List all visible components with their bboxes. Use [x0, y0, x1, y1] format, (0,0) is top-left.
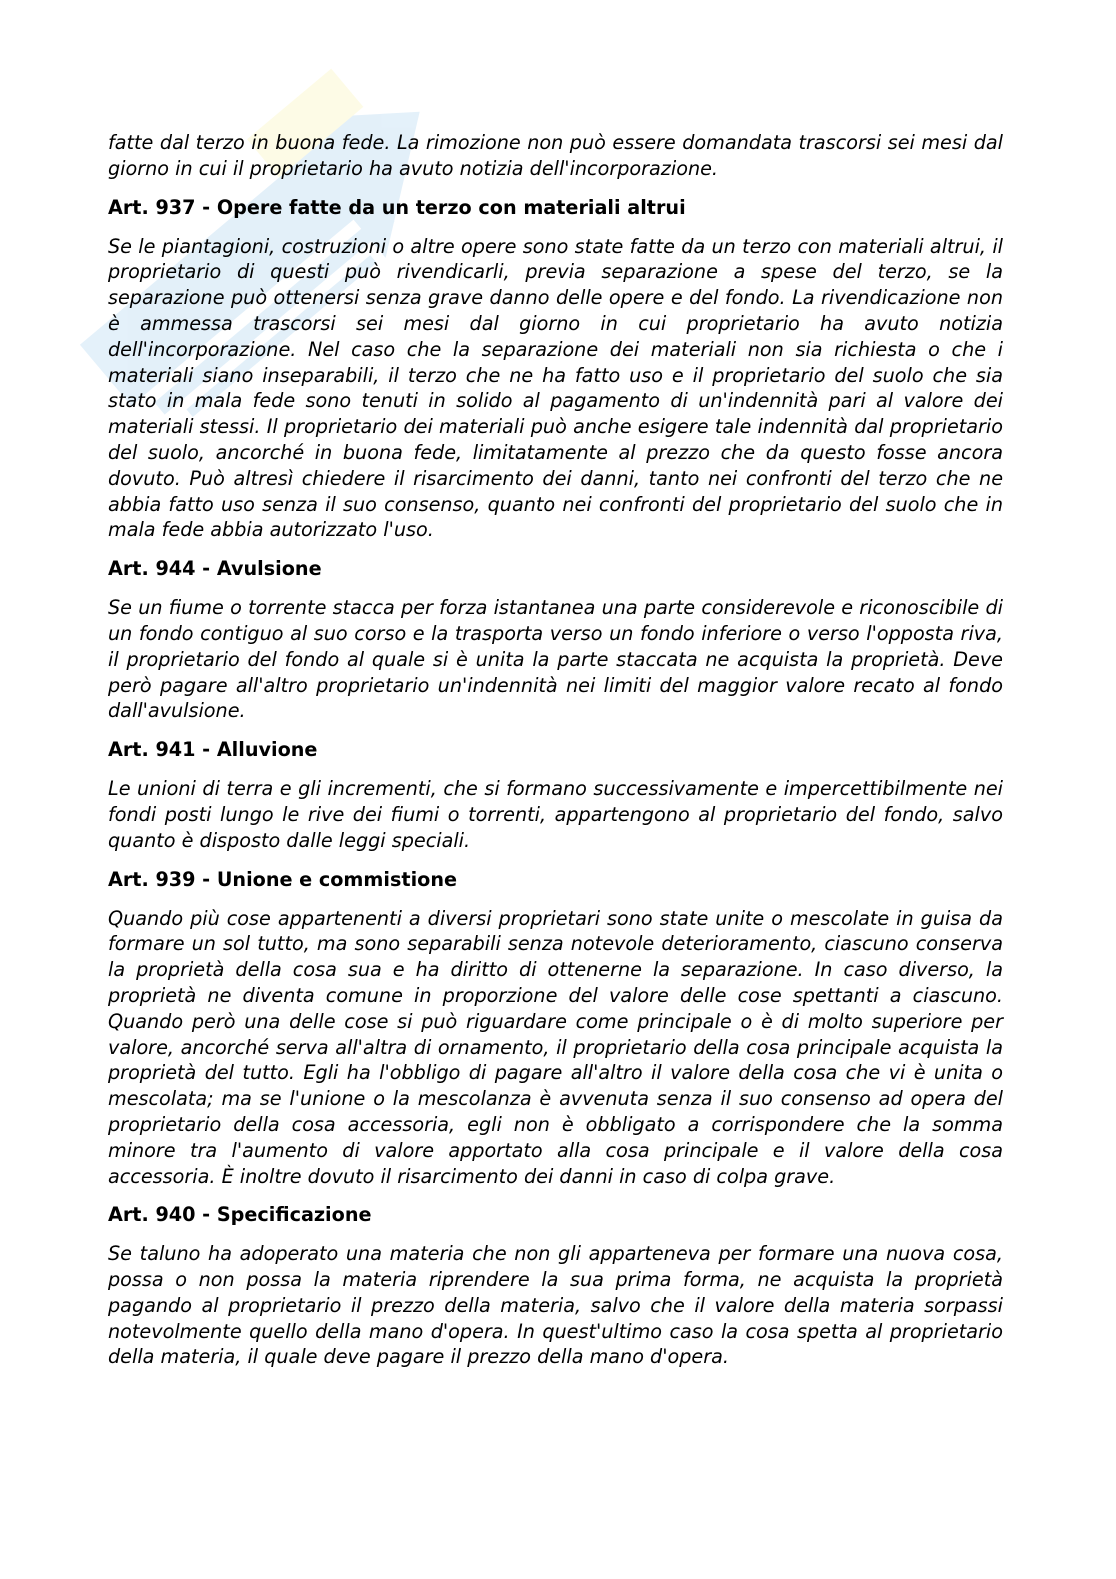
article-heading: Art. 940 - Specificazione	[108, 1203, 372, 1227]
article-940	[108, 1203, 1003, 1370]
article-text: Se taluno ha adoperato una materia che non gli apparteneva per formare una nuova cosa, possa o non possa la materia riprendere la sua prima forma, ne acquista la proprietà pagando al proprietario il prezzo della materia, salvo che il valore della materia sorpassi notevolmente quello della mano d'opera. In quest'ultimo caso la cosa spetta al proprietario della materia, il quale deve pagare il prezzo della mano d'opera.	[108, 1242, 1003, 1369]
article-heading: Art. 941 - Alluvione	[108, 738, 318, 762]
article-text: Se un fiume o torrente stacca per forza istantanea una parte considerevole e riconoscibile di un fondo contiguo al suo corso e la trasporta verso un fondo inferiore o verso l'opposta riva, il proprietario del fondo al quale si è unita la parte staccata ne acquista la proprietà. Deve però pagare all'altro proprietario un'indennità nei limiti del maggior valore recato al fondo dall'avulsione.	[108, 596, 1003, 723]
article-944	[108, 557, 1003, 724]
article-heading: Art. 937 - Opere fatte da un terzo con materiali altrui	[108, 195, 686, 219]
article-937	[108, 196, 1003, 544]
article-heading: Art. 939 - Unione e commistione	[108, 867, 458, 891]
article-941	[108, 738, 1003, 853]
document-body	[108, 130, 1003, 1384]
article-text: Se le piantagioni, costruzioni o altre opere sono state fatte da un terzo con materiali altrui, il proprietario di questi può rivendicarli, previa separazione a spese del terzo, se la separazione può ottenersi senza grave danno delle opere e del fondo. La rivendicazione non è ammessa trascorsi sei mesi dal giorno in cui proprietario ha avuto notizia dell'incorporazione. Nel caso che la separazione dei materiali non sia richiesta o che i materiali siano inseparabili, il terzo che ne ha fatto uso e il proprietario del suolo che sia stato in mala fede sono tenuti in solido al pagamento di un'indennità pari al valore dei materiali stessi. Il proprietario dei materiali può anche esigere tale indennità dal proprietario del suolo, ancorché in buona fede, limitatamente al prezzo che da questo fosse ancora dovuto. Può altresì chiedere il risarcimento dei danni, tanto nei confronti del terzo che ne abbia fatto uso senza il suo consenso, quanto nei confronti del proprietario del suolo che in mala fede abbia autorizzato l'uso.	[108, 234, 1003, 542]
article-text: Quando più cose appartenenti a diversi proprietari sono state unite o mescolate in guisa da formare un sol tutto, ma sono separabili senza notevole deterioramento, ciascuno conserva la proprietà della cosa sua e ha diritto di ottenerne la separazione. In caso diverso, la proprietà ne diventa comune in proporzione del valore delle cose spettanti a ciascuno. Quando però una delle cose si può riguardare come principale o è di molto superiore per valore, ancorché serva all'altra di ornamento, il proprietario della cosa principale acquista la proprietà del tutto. Egli ha l'obbligo di pagare all'altro il valore della cosa che vi è unita o mescolata; ma se l'unione o la mescolanza è avvenuta senza il suo consenso ad opera del proprietario della cosa accessoria, egli non è obbligato a corrispondere che la somma minore tra l'aumento di valore apportato alla cosa principale e il valore della cosa accessoria. È inoltre dovuto il risarcimento dei danni in caso di colpa grave.	[108, 906, 1003, 1188]
intro-paragraph: fatte dal terzo in buona fede. La rimozione non può essere domandata trascorsi sei mesi dal giorno in cui il proprietario ha avuto notizia dell'incorporazione.	[108, 131, 1003, 180]
article-939	[108, 868, 1003, 1190]
article-heading: Art. 944 - Avulsione	[108, 557, 322, 581]
article-text: Le unioni di terra e gli incrementi, che si formano successivamente e impercettibilmente nei fondi posti lungo le rive dei fiumi o torrenti, appartengono al proprietario del fondo, salvo quanto è disposto dalle leggi speciali.	[108, 777, 1003, 852]
